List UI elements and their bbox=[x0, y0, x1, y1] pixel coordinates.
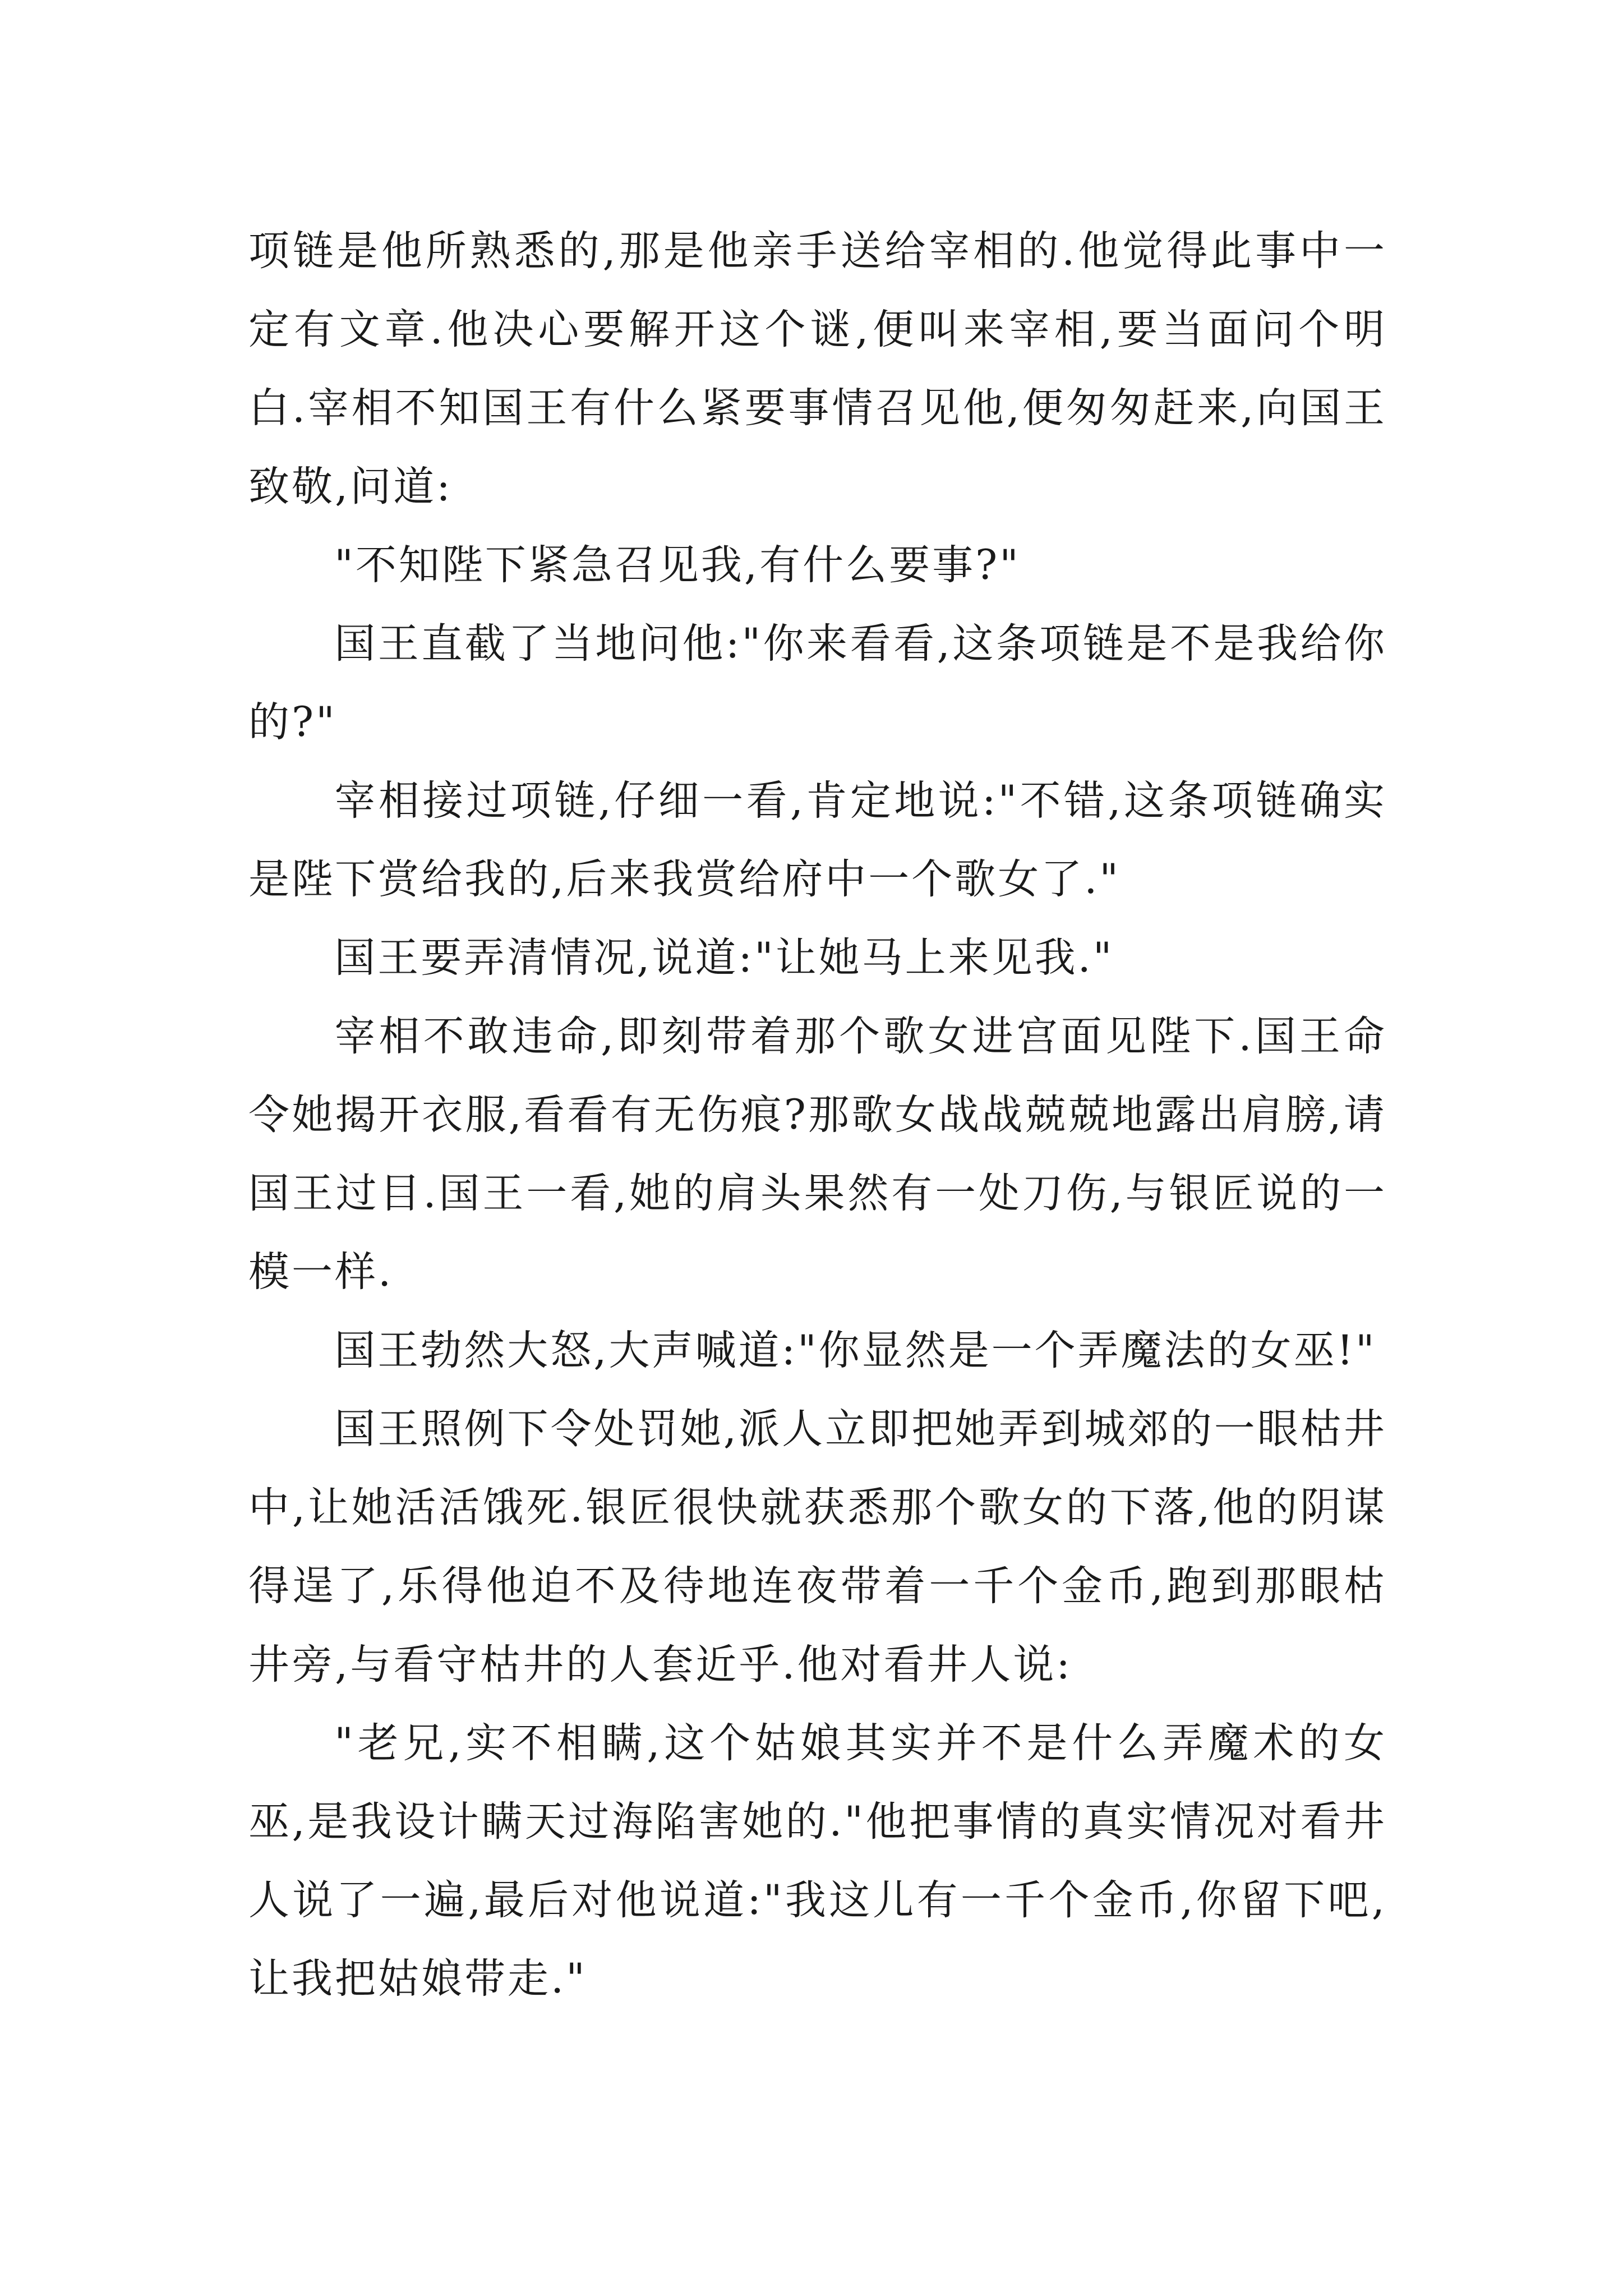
paragraph-9: "老兄,实不相瞒,这个姑娘其实并不是什么弄魔术的女巫,是我设计瞒天过海陷害她的."他把事情的真实情况对看井人说了一遍,最后对他说道:"我这儿有一千个金币,你留下吧,让我把姑娘带走." bbox=[248, 1719, 1387, 2003]
paragraph-2: "不知陛下紧急召见我,有什么要事?" bbox=[334, 541, 1021, 589]
paragraph-1: 项链是他所熟悉的,那是他亲手送给宰相的.他觉得此事中一定有文章.他决心要解开这个谜,便叫来宰相,要当面问个明白.宰相不知国王有什么紧要事情召见他,便匆匆赶来,向国王致敬,问道: bbox=[248, 227, 1387, 510]
paragraph-7: 国王勃然大怒,大声喊道:"你显然是一个弄魔法的女巫!" bbox=[334, 1327, 1377, 1374]
paragraph-5: 国王要弄清情况,说道:"让她马上来见我." bbox=[334, 934, 1114, 982]
paragraph-8: 国王照例下令处罚她,派人立即把她弄到城郊的一眼枯井中,让她活活饿死.银匠很快就获悉那个歌女的下落,他的阴谋得逞了,乐得他迫不及待地连夜带着一千个金币,跑到那眼枯井旁,与看守枯井的人套近乎.他对看井人说: bbox=[248, 1405, 1387, 1688]
document-body bbox=[248, 212, 1387, 2018]
paragraph-6: 宰相不敢违命,即刻带着那个歌女进宫面见陛下.国王命令她揭开衣服,看看有无伤痕?那歌女战战兢兢地露出肩膀,请国王过目.国王一看,她的肩头果然有一处刀伤,与银匠说的一模一样. bbox=[248, 1013, 1387, 1296]
paragraph-3: 国王直截了当地问他:"你来看看,这条项链是不是我给你的?" bbox=[248, 620, 1387, 746]
paragraph-4: 宰相接过项链,仔细一看,肯定地说:"不错,这条项链确实是陛下赏给我的,后来我赏给府中一个歌女了." bbox=[248, 777, 1387, 903]
